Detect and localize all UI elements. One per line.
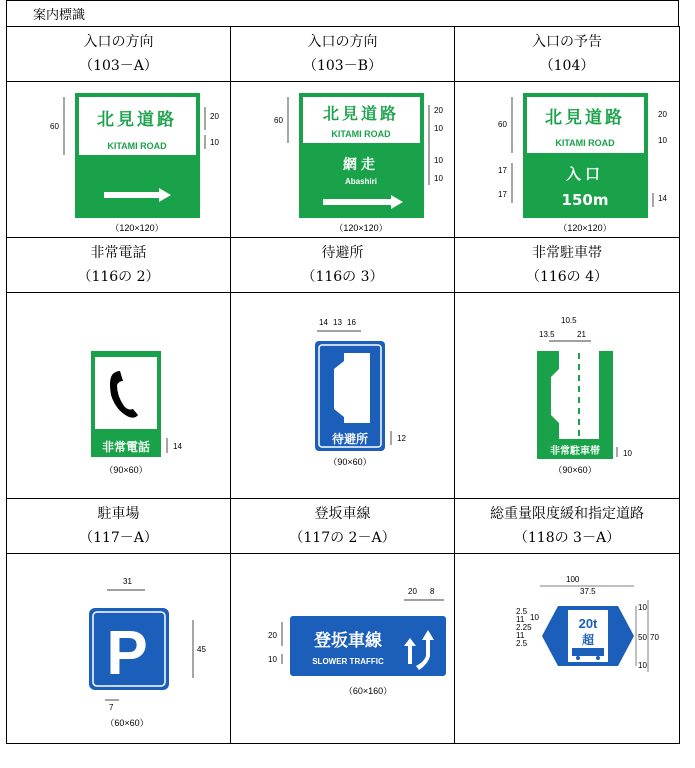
dim-label: 10 [267, 654, 277, 664]
sign-dest-jp: 網走 [342, 156, 379, 173]
sign-size: （90×60） [327, 456, 372, 467]
dim-label: 60 [498, 119, 507, 129]
sign-cell-116-4 [455, 293, 680, 499]
sign-main-en: KITAMI ROAD [330, 128, 391, 139]
sign-row [7, 293, 680, 499]
sign-cell-118-3a [455, 554, 680, 744]
dim-label: 14 [658, 193, 667, 203]
sign-104-figure [467, 85, 667, 235]
dim-label: 8 [429, 586, 434, 596]
sign-size: （60×160） [343, 685, 392, 696]
sign-title-cell [455, 238, 680, 293]
sign-116-4-figure [467, 311, 667, 481]
sign-name: 非常電話 [90, 245, 147, 261]
sign-117a-figure [19, 564, 219, 734]
dim-label: 20 [267, 630, 277, 640]
dim-label: 13.5 [539, 329, 555, 339]
sign-name: 駐車場 [97, 506, 140, 522]
sign-118-3a-figure [462, 564, 672, 734]
sign-main-jp: 北見道路 [545, 107, 625, 128]
dim-label: 17 [498, 165, 507, 175]
sign-116-2-figure [19, 311, 219, 481]
dim-label: 45 [196, 644, 206, 654]
dim-label: 14 [318, 317, 328, 327]
sign-cell-104 [455, 82, 680, 238]
dim-label: 100 [566, 574, 580, 584]
sign-label-jp: 登坂車線 [313, 630, 382, 651]
dim-label: 20 [209, 111, 219, 121]
sign-code: （103－B） [302, 58, 382, 74]
sign-size: （120×120） [333, 222, 388, 233]
title-row [7, 499, 680, 554]
sign-label: P [105, 618, 148, 688]
sign-label-jp: 非常駐車帯 [550, 445, 600, 457]
sign-cell-117-2a [231, 554, 455, 744]
dim-label: 10 [638, 602, 647, 612]
dim-label: 50 [638, 632, 647, 642]
dim-label: 13 [332, 317, 342, 327]
sign-name: 入口の予告 [532, 34, 602, 50]
sign-size: （60×60） [104, 717, 149, 728]
dim-label: 10.5 [561, 315, 577, 325]
dim-label: 21 [577, 329, 586, 339]
sign-size: （90×60） [103, 464, 148, 475]
sign-size: （90×60） [553, 464, 597, 475]
dim-label: 2.5 [516, 638, 528, 648]
dim-label: 2.25 [516, 622, 532, 632]
sign-cell-116-2 [7, 293, 231, 499]
sign-title-cell [455, 27, 680, 82]
sign-entry-jp: 入口 [565, 164, 605, 183]
sign-name: 入口の方向 [307, 34, 378, 50]
sign-row [7, 554, 680, 744]
sign-title-cell [7, 27, 231, 82]
sign-116-3-figure [243, 311, 443, 481]
sign-title-cell [231, 238, 455, 293]
sign-title-cell [7, 238, 231, 293]
sign-label-jp: 超 [581, 632, 595, 647]
sign-name: 総重量限度緩和指定道路 [490, 506, 644, 522]
dim-label: 7 [108, 702, 113, 712]
turnout-icon [334, 361, 344, 417]
sign-code: （116の 4） [525, 269, 609, 285]
dim-label: 20 [433, 105, 443, 115]
dim-label: 16 [346, 317, 356, 327]
dim-label: 60 [49, 121, 59, 131]
sign-main-en: KITAMI ROAD [555, 137, 615, 148]
page-title: 案内標識 [33, 8, 86, 23]
sign-label-jp: 待避所 [331, 431, 368, 446]
sign-title-cell [455, 499, 680, 554]
sign-103a-figure [19, 85, 219, 235]
dim-label: 10 [433, 123, 443, 133]
sign-label-en: SLOWER TRAFFIC [311, 656, 384, 666]
sign-code: （103－A） [79, 58, 158, 74]
sign-size: （120×120） [109, 222, 164, 233]
dim-label: 10 [433, 173, 443, 183]
sign-main-jp: 北見道路 [322, 103, 399, 123]
sign-name: 入口の方向 [83, 34, 154, 50]
sign-103b-figure [243, 85, 443, 235]
sign-code: （117の 2－A） [289, 530, 396, 546]
dim-label: 37.5 [580, 586, 596, 596]
sign-cell-103a [7, 82, 231, 238]
dim-label: 10 [433, 155, 443, 165]
sign-code: （104） [539, 58, 595, 74]
sign-name: 待避所 [321, 245, 364, 261]
sign-distance: 150m [561, 190, 609, 209]
dim-label: 31 [122, 576, 132, 586]
sign-main-en: KITAMI ROAD [106, 140, 167, 151]
sign-weight: 20t [578, 615, 598, 631]
dim-label: 60 [273, 115, 283, 125]
sign-code: （117－A） [79, 530, 158, 546]
sign-cell-103b [231, 82, 455, 238]
parking-bay-icon [551, 369, 559, 423]
sign-size: （120×120） [558, 222, 612, 233]
sign-title-cell [231, 499, 455, 554]
dim-label: 14 [172, 441, 182, 451]
title-row [7, 27, 680, 82]
sign-label-jp: 非常電話 [101, 439, 150, 454]
sign-name: 非常駐車帯 [532, 245, 602, 261]
dim-label: 12 [396, 433, 406, 443]
dim-label: 20 [658, 109, 667, 119]
dim-label: 70 [650, 632, 659, 642]
sign-row [7, 82, 680, 238]
dim-label: 20 [407, 586, 417, 596]
title-row [7, 238, 680, 293]
sign-main-jp: 北見道路 [96, 109, 177, 130]
sign-title-cell [231, 27, 455, 82]
dim-label: 2.5 [516, 606, 528, 616]
truck-icon [572, 648, 604, 656]
sign-cell-117a [7, 554, 231, 744]
dim-label: 11 [516, 630, 525, 640]
dim-label: 10 [638, 660, 647, 670]
dim-label: 10 [209, 137, 219, 147]
sign-table [6, 26, 680, 744]
dim-label: 10 [530, 612, 539, 622]
dim-label: 11 [516, 614, 525, 624]
sign-title-cell [7, 499, 231, 554]
page-header [6, 0, 679, 26]
sign-cell-116-3 [231, 293, 455, 499]
sign-code: （118の 3－A） [513, 530, 621, 546]
sign-code: （116の 3） [301, 269, 384, 285]
sign-code: （116の 2） [77, 269, 160, 285]
dim-label: 17 [498, 189, 507, 199]
dim-label: 10 [623, 448, 632, 458]
dim-label: 10 [658, 135, 667, 145]
sign-117-2a-figure [238, 564, 448, 734]
sign-name: 登坂車線 [314, 506, 371, 522]
sign-dest-en: Abashiri [344, 176, 377, 186]
